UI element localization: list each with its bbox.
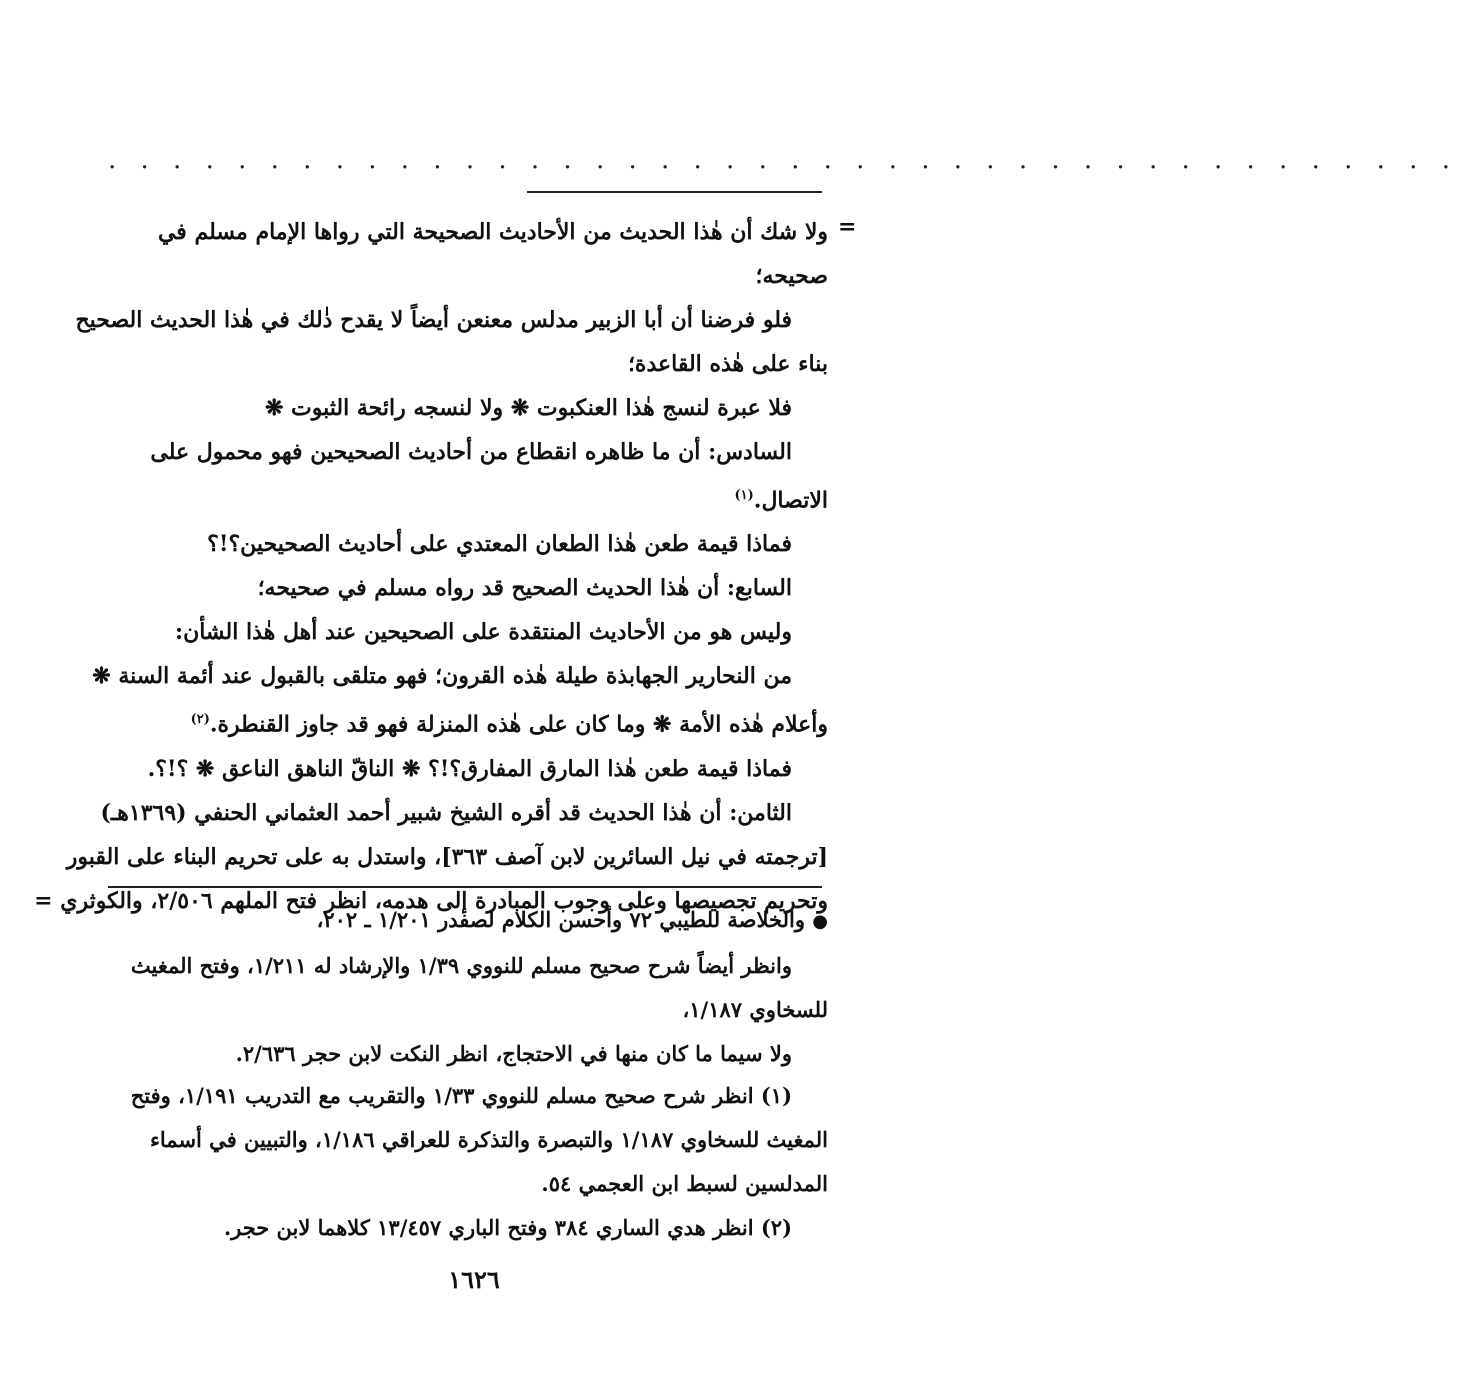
note-line: وانظر أيضاً شرح صحيح مسلم للنووي ١/٣٩ والإرشاد له ١/٢١١، وفتح المغيث xyxy=(130,953,792,978)
dotted-separator: . . . . . . . . . . . . . . . . . . . . . . . . . . . . . . . . . . . . . . . . . . xyxy=(108,145,1458,175)
note-line-with-bullet xyxy=(112,898,828,944)
text-line: وتحريم تجصيصها وعلى وجوب المبادرة إلى هدمه، انظر فتح الملهم ٢/٥٠٦، والكوثري = xyxy=(34,887,828,914)
text-line: من النحارير الجهابذة طيلة هٰذه القرون؛ فهو متلقى بالقبول عند أئمة السنة ❋ xyxy=(92,663,792,690)
footnote-line: (٢) انظر هدي الساري ٣٨٤ وفتح الباري ١٣/٤٥٧ كلاهما لابن حجر. xyxy=(223,1215,792,1240)
bullet-icon: ● xyxy=(812,911,828,932)
text-line: الاتصال. xyxy=(753,487,828,514)
text-line: وأعلام هٰذه الأمة ❋ وما كان على هٰذه المنزلة فهو قد جاوز القنطرة. xyxy=(209,711,828,738)
text-line: السابع: أن هٰذا الحديث الصحيح قد رواه مسلم في صحيحه؛ xyxy=(257,575,792,602)
text-line: فلا عبرة لنسج هٰذا العنكبوت ❋ ولا لنسجه رائحة الثبوت ❋ xyxy=(264,395,792,421)
text-line: السادس: أن ما ظاهره انقطاع من أحاديث الصحيحين فهو محمول على xyxy=(150,439,792,465)
page-number: ١٦٢٦ xyxy=(448,1265,500,1294)
main-text xyxy=(34,210,828,923)
note-line: للسخاوي ١/١٨٧، xyxy=(682,997,828,1022)
footnote-ref-1: (١) xyxy=(734,488,754,503)
text-line: فلو فرضنا أن أبا الزبير مدلس معنعن أيضاً لا يقدح ذٰلك في هٰذا الحديث الصحيح xyxy=(75,307,792,333)
note-line: ولا سيما ما كان منها في الاحتجاج، انظر النكت لابن حجر ٢/٦٣٦. xyxy=(235,1041,792,1066)
text-line: ولا شك أن هٰذا الحديث من الأحاديث الصحيحة التي رواها الإمام مسلم في xyxy=(157,219,828,245)
footnote-line: (١) انظر شرح صحيح مسلم للنووي ١/٣٣ والتقريب مع التدريب ١/١٩١، وفتح xyxy=(130,1083,792,1108)
note-line: والخلاصة للطيبي ٧٢ وأحسن الكلام لصفدر ١/٢٠١ ـ ٢٠٢، xyxy=(316,907,805,932)
footnote-ref-2: (٢) xyxy=(190,712,210,728)
text-line: [ترجمته في نيل السائرين لابن آصف ٣٦٣]، واستدل به على تحريم البناء على القبور xyxy=(66,843,828,870)
text-line: وليس هو من الأحاديث المنتقدة على الصحيحين عند أهل هٰذا الشأن: xyxy=(174,619,792,646)
continuation-mark: = xyxy=(838,214,857,240)
top-rule xyxy=(527,191,822,193)
middle-rule xyxy=(108,886,822,888)
text-line-with-ref xyxy=(112,698,828,746)
footnote-line: المغيث للسخاوي ١/١٨٧ والتبصرة والتذكرة للعراقي ١/١٨٦، والتبيين في أسماء xyxy=(150,1127,828,1152)
text-line: صحيحه؛ xyxy=(755,263,828,289)
footnotes xyxy=(112,1074,828,1250)
text-line: بناء على هٰذه القاعدة؛ xyxy=(627,351,828,377)
text-line: فماذا قيمة طعن هٰذا المارق المفارق؟!؟ ❋ الناقّ الناهق الناعق ❋ ؟!؟. xyxy=(147,755,792,782)
text-line: فماذا قيمة طعن هٰذا الطعان المعتدي على أحاديث الصحيحين؟!؟ xyxy=(207,531,792,558)
continued-note xyxy=(112,898,828,1076)
text-line: الثامن: أن هٰذا الحديث قد أقره الشيخ شبير أحمد العثماني الحنفي (١٣٦٩هـ) xyxy=(100,799,792,826)
text-line-with-ref xyxy=(112,474,828,522)
footnote-line: المدلسين لسبط ابن العجمي ٥٤. xyxy=(541,1171,828,1196)
